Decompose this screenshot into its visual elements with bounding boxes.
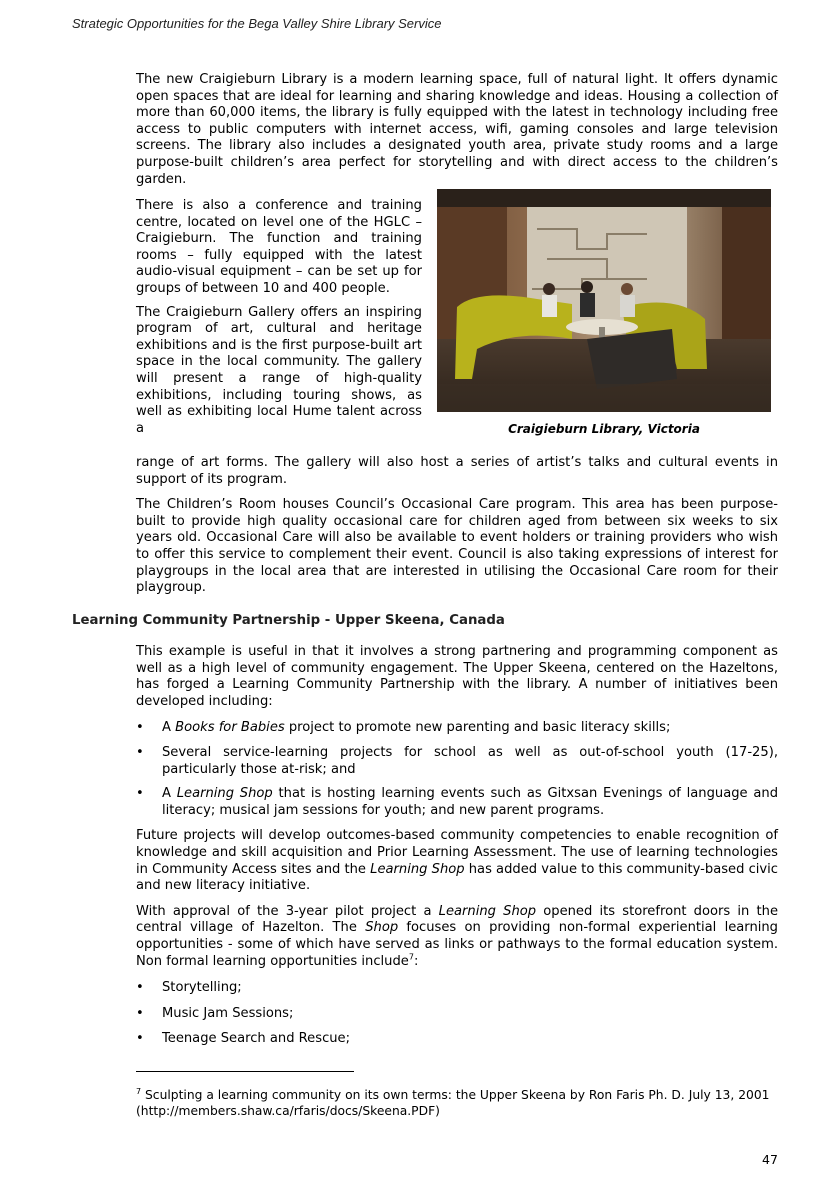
library-photo xyxy=(437,189,771,412)
footnote: $^7$ Sculpting a learning community on its own terms: the Upper Skeena by Ron Faris Ph. D. July 13, 2001 (http://members.shaw.ca/rfaris/docs/Skeena.PDF) xyxy=(136,1086,770,1118)
list-item: • Teenage Search and Rescue; xyxy=(136,1031,778,1048)
running-header: Strategic Opportunities for the Bega Valley Shire Library Service xyxy=(72,16,442,31)
list-item: • Music Jam Sessions; xyxy=(136,1006,778,1023)
future-projects-paragraph: Future projects will develop outcomes-based community competencies to enable recognition of knowledge and skill acquisition and Prior Learning Assessment. The use of learning technologies in Community Access sites and the Learning Shop has added value to this community-based civic and new literacy initiative. xyxy=(136,828,779,894)
list-item: • Storytelling; xyxy=(136,980,778,997)
footnote-divider xyxy=(136,1071,354,1072)
library-figure xyxy=(437,189,771,436)
section-heading: Learning Community Partnership - Upper Skeena, Canada xyxy=(72,613,505,628)
intro-section xyxy=(136,72,778,188)
initiatives-list xyxy=(136,720,778,819)
childrens-room-paragraph: The Children’s Room houses Council’s Occasional Care program. This area has been purpose-built to provide high quality occasional care for children aged from between six weeks to six years old. Occasional Care will also be available to event holders or training providers who wish to offer this service to complement their event. Council is also taking expressions of interest for playgroups in the local area that are interested in utilising the Occasional Care room for their playgroup. xyxy=(136,497,778,596)
learning-opportunities-list xyxy=(136,980,778,1048)
after-figure-text xyxy=(136,455,778,597)
gallery-paragraph-narrow: The Craigieburn Gallery offers an inspiring program of art, cultural and heritage exhibitions and is the first purpose-built art space in the local community. The gallery will present a range of high-quality exhibitions, including touring shows, as well as exhibiting local Hume talent across a xyxy=(136,304,422,436)
footnote-reference: 7 xyxy=(408,952,414,962)
beside-figure-text xyxy=(136,198,422,437)
list-item: • A Learning Shop that is hosting learning events such as Gitxsan Evenings of language and literacy; musical jam sessions for youth; and new parent programs. xyxy=(136,786,778,819)
list-item: • Several service-learning projects for school as well as out-of-school youth (17-25), particularly those at-risk; and xyxy=(136,745,778,778)
skeena-section xyxy=(136,644,778,1048)
gallery-paragraph-continued: range of art forms. The gallery will also host a series of artist’s talks and cultural events in support of its program. xyxy=(136,455,778,487)
craigieburn-intro-paragraph: The new Craigieburn Library is a modern learning space, full of natural light. It offers dynamic open spaces that are ideal for learning and sharing knowledge and ideas. Housing a collection of more than 60,000 items, the library is fully equipped with the latest in technology including free access to public computers with internet access, wifi, gaming consoles and large television screens. The library also includes a designated youth area, private study rooms and a large purpose-built children’s area perfect for storytelling and with direct access to the children’s garden. xyxy=(136,72,778,187)
figure-caption: Craigieburn Library, Victoria xyxy=(508,422,700,436)
approval-paragraph: With approval of the 3-year pilot project a Learning Shop opened its storefront doors in the central village of Hazelton. The Shop focuses on providing non-formal experiential learning opportunities - some of which have served as links or pathways to the formal education system. Non formal learning opportunities include$^7$: xyxy=(136,903,778,969)
conference-paragraph: There is also a conference and training centre, located on level one of the HGLC – Craigieburn. The function and training rooms – fully equipped with the latest audio-visual equipment – can be set up for groups of between 10 and 400 people. xyxy=(136,198,422,296)
page-number: 47 xyxy=(762,1152,778,1167)
list-item: • A Books for Babies project to promote new parenting and basic literacy skills; xyxy=(136,720,778,737)
skeena-intro-paragraph: This example is useful in that it involves a strong partnering and programming component as well as a high level of community engagement. The Upper Skeena, centered on the Hazeltons, has forged a Learning Community Partnership with the library. A number of initiatives been developed including: xyxy=(136,644,778,709)
